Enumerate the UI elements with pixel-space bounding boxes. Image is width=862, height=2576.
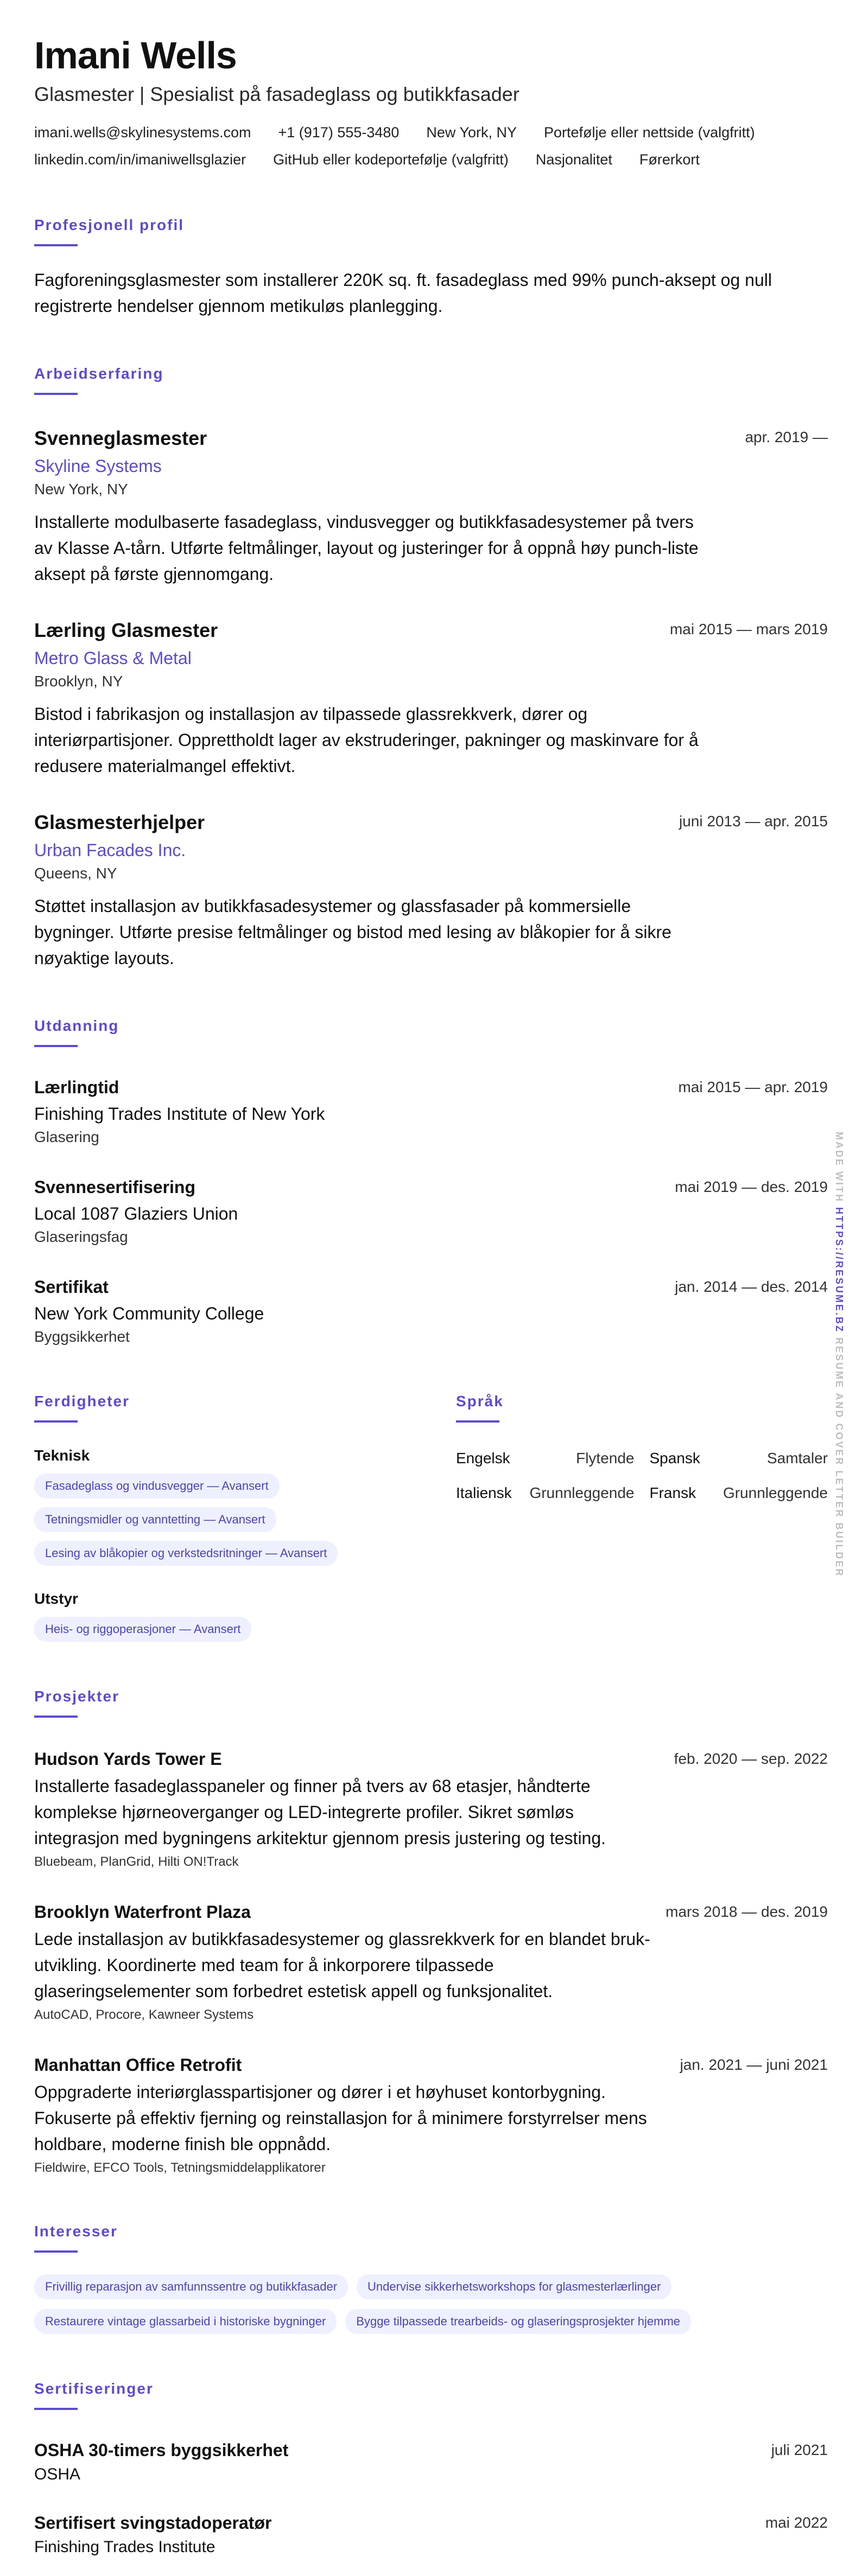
skill-group-technical	[34, 1446, 406, 1566]
contact-nationality: Nasjonalitet	[535, 151, 612, 168]
interests-section	[34, 2222, 828, 2334]
employer-name: Metro Glass & Metal	[34, 648, 192, 668]
project-entry	[34, 1748, 828, 1871]
language-name: Engelsk	[456, 1450, 510, 1466]
section-divider	[456, 1420, 499, 1423]
contact-email[interactable]: imani.wells@skylinesystems.com	[34, 124, 251, 141]
certification-entry	[34, 2439, 828, 2485]
profile-text: Fagforeningsglasmester som installerer 220K sq. ft. fasadeglass med 99% punch-aksept og null registrerte hendelser gjennom metikuløs planlegging.	[34, 270, 772, 316]
contact-github[interactable]: GitHub eller kodeportefølje (valgfritt)	[273, 151, 509, 168]
job-title: Lærling Glasmester	[34, 619, 218, 641]
degree-title: Lærlingtid	[34, 1077, 119, 1097]
job-title: Glasmesterhjelper	[34, 811, 205, 833]
interest-tag: Frivillig reparasjon av samfunnssentre og butikkfasader	[34, 2274, 348, 2299]
skill-group-heading: Teknisk	[34, 1447, 90, 1464]
watermark-prefix: MADE WITH	[834, 1132, 845, 1203]
job-date: juni 2013 — apr. 2015	[679, 813, 828, 830]
profile-section	[34, 216, 828, 319]
resume-page	[34, 34, 828, 2558]
resume-header	[34, 34, 828, 170]
job-description: Installerte modulbaserte fasadeglass, vindusvegger og butikkfasadesystemer på tvers av Klasse A-tårn. Utførte feltmålinger, layout og justeringer for å oppnå høy punch-liste aksept på første gjennomgang.	[34, 512, 699, 584]
certification-name: OSHA 30-timers byggsikkerhet	[34, 2440, 289, 2460]
language-item	[456, 1449, 635, 1468]
watermark-link[interactable]: HTTPS://RESUME.BZ	[834, 1207, 845, 1334]
job-title: Svenneglasmester	[34, 427, 207, 449]
education-date: mai 2015 — apr. 2019	[678, 1079, 828, 1095]
section-divider	[34, 1420, 78, 1423]
profile-title: Profesjonell profil	[34, 216, 185, 233]
language-item	[650, 1483, 828, 1503]
project-tools: Bluebeam, PlanGrid, Hilti ON!Track	[34, 1854, 239, 1869]
language-name: Italiensk	[456, 1484, 512, 1501]
language-name: Spansk	[649, 1450, 700, 1466]
certifications-title: Sertifiseringer	[34, 2380, 154, 2397]
school-name: Local 1087 Glaziers Union	[34, 1204, 238, 1223]
language-level: Samtaler	[766, 1450, 828, 1466]
skill-group-equipment	[34, 1590, 406, 1642]
project-title: Brooklyn Waterfront Plaza	[34, 1902, 251, 1922]
interest-tag: Bygge tilpassede trearbeids- og glaseringsprosjekter hjemme	[345, 2309, 691, 2334]
language-level: Flytende	[576, 1450, 635, 1466]
job-location: New York, NY	[34, 481, 128, 498]
skill-tag: Tetningsmidler og vanntetting — Avansert	[34, 1507, 276, 1532]
school-name: Finishing Trades Institute of New York	[34, 1104, 325, 1124]
projects-title: Prosjekter	[34, 1688, 119, 1705]
section-divider	[34, 1045, 78, 1047]
project-tools: Fieldwire, EFCO Tools, Tetningsmiddelapplikatorer	[34, 2160, 326, 2175]
projects-section	[34, 1687, 828, 2177]
job-description: Støttet installasjon av butikkfasadesystemer og glassfasader på kommersielle bygninger. Utførte presise feltmålinger og bistod med lesing av blåkopier for å sikre nøyaktige layouts.	[34, 896, 671, 968]
contact-linkedin[interactable]: linkedin.com/in/imaniwellsglazier	[34, 151, 246, 168]
education-entry	[34, 1176, 828, 1247]
study-field: Glaseringsfag	[34, 1228, 128, 1245]
employer-name: Urban Facades Inc.	[34, 840, 186, 860]
education-date: jan. 2014 — des. 2014	[675, 1278, 828, 1295]
certification-date: mai 2022	[765, 2514, 828, 2531]
skills-languages-columns	[34, 1392, 828, 1642]
languages-section	[456, 1392, 828, 1642]
watermark-suffix: RESUME AND COVER LETTER BUILDER	[834, 1337, 845, 1578]
language-name: Fransk	[649, 1484, 696, 1501]
project-title: Manhattan Office Retrofit	[34, 2055, 242, 2075]
project-entry	[34, 2054, 828, 2177]
certifications-section	[34, 2380, 828, 2558]
skill-tag: Heis- og riggoperasjoner — Avansert	[34, 1617, 251, 1642]
certification-entry	[34, 2512, 828, 2558]
education-entry	[34, 1076, 828, 1147]
experience-section	[34, 365, 828, 971]
section-divider	[34, 1716, 78, 1718]
study-field: Byggsikkerhet	[34, 1328, 130, 1345]
language-list	[456, 1449, 828, 1503]
skill-tag: Fasadeglass og vindusvegger — Avansert	[34, 1474, 280, 1499]
experience-entry	[34, 619, 828, 779]
employer-name: Skyline Systems	[34, 456, 162, 476]
language-level: Grunnleggende	[529, 1484, 635, 1501]
project-entry	[34, 1901, 828, 2024]
education-entry	[34, 1276, 828, 1347]
skills-title: Ferdigheter	[34, 1393, 130, 1410]
job-location: Brooklyn, NY	[34, 673, 123, 690]
section-divider	[34, 2408, 78, 2410]
experience-entry	[34, 811, 828, 971]
project-description: Installerte fasadeglasspaneler og finner på tvers av 68 etasjer, håndterte komplekse hjørneoverganger og LED-integrerte profiler. Sikret sømløs integrasjon med bygningens arkitektur gjennom presis justering og testing.	[34, 1776, 606, 1848]
degree-title: Sertifikat	[34, 1277, 109, 1297]
skill-group-heading: Utstyr	[34, 1590, 78, 1607]
contact-row-1	[34, 122, 828, 143]
degree-title: Svennesertifisering	[34, 1177, 195, 1197]
candidate-headline: Glasmester | Spesialist på fasadeglass og butikkfasader	[34, 83, 519, 105]
education-title: Utdanning	[34, 1017, 119, 1034]
certification-date: juli 2021	[771, 2441, 828, 2458]
skill-tags	[34, 1617, 406, 1642]
language-level: Grunnleggende	[722, 1484, 828, 1501]
job-description: Bistod i fabrikasjon og installasjon av tilpassede glassrekkverk, dører og interiørpartisjoner. Opprettholdt lager av ekstruderinger, pakninger og maskinvare for å redusere materialmangel effektivt.	[34, 704, 699, 776]
project-title: Hudson Yards Tower E	[34, 1749, 222, 1769]
certification-issuer: OSHA	[34, 2465, 81, 2483]
project-date: mars 2018 — des. 2019	[665, 1903, 828, 1920]
job-date: apr. 2019 —	[745, 429, 828, 445]
contact-phone[interactable]: +1 (917) 555-3480	[278, 124, 400, 141]
job-date: mai 2015 — mars 2019	[669, 621, 828, 637]
contact-row-2	[34, 149, 828, 170]
study-field: Glasering	[34, 1128, 99, 1145]
watermark	[833, 1132, 846, 1577]
language-item	[650, 1449, 828, 1468]
project-description: Lede installasjon av butikkfasadesystemer og glassrekkverk for en blandet bruk-utvikling. Koordinerte med team for å inkorporere tilpassede glaseringselementer som forbedret estetisk appell og funksjonalitet.	[34, 1929, 650, 2001]
contact-portfolio[interactable]: Portefølje eller nettside (valgfritt)	[544, 124, 755, 141]
skills-section	[34, 1392, 406, 1642]
skill-tag: Lesing av blåkopier og verkstedsritninger — Avansert	[34, 1541, 338, 1566]
project-date: feb. 2020 — sep. 2022	[674, 1750, 828, 1767]
interest-tag: Restaurere vintage glassarbeid i historiske bygninger	[34, 2309, 337, 2334]
certification-issuer: Finishing Trades Institute	[34, 2538, 216, 2556]
interest-tag: Undervise sikkerhetsworkshops for glasmesterlærlinger	[357, 2274, 671, 2299]
languages-title: Språk	[456, 1393, 504, 1410]
school-name: New York Community College	[34, 1304, 264, 1323]
project-date: jan. 2021 — juni 2021	[680, 2056, 828, 2073]
contact-license: Førerkort	[639, 151, 700, 168]
experience-entry	[34, 426, 828, 587]
section-divider	[34, 244, 78, 246]
contact-location: New York, NY	[426, 124, 517, 141]
job-location: Queens, NY	[34, 865, 117, 882]
interest-tags	[34, 2274, 794, 2334]
education-date: mai 2019 — des. 2019	[675, 1178, 828, 1195]
candidate-name: Imani Wells	[34, 34, 237, 76]
experience-title: Arbeidserfaring	[34, 365, 164, 382]
skill-tags	[34, 1474, 406, 1566]
interests-title: Interesser	[34, 2223, 118, 2240]
section-divider	[34, 2250, 78, 2253]
certification-name: Sertifisert svingstadoperatør	[34, 2513, 272, 2533]
section-divider	[34, 393, 78, 395]
project-tools: AutoCAD, Procore, Kawneer Systems	[34, 2007, 254, 2022]
project-description: Oppgraderte interiørglasspartisjoner og dører i et høyhuset kontorbygning. Fokuserte på effektiv fjerning og reinstallasjon for å minimere forstyrrelser mens holdbare, moderne finish ble oppnådd.	[34, 2082, 647, 2154]
language-item	[456, 1483, 635, 1503]
education-section	[34, 1017, 828, 1347]
